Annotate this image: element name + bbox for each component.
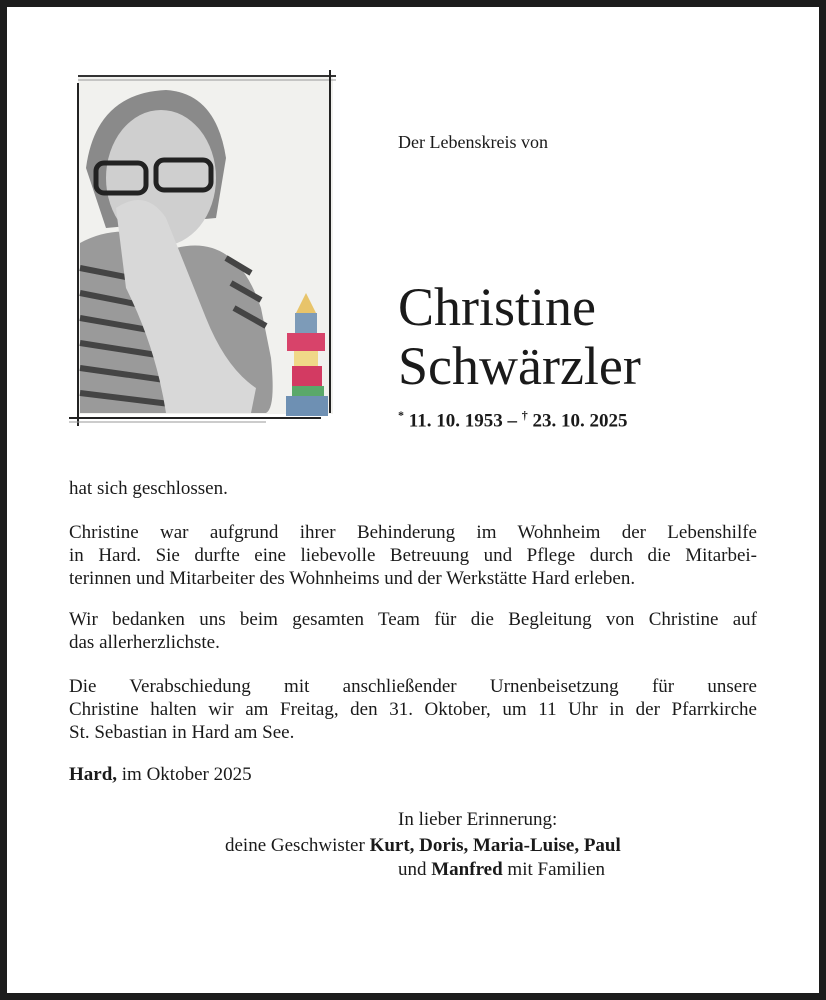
text-line: Die Verabschiedung mit anschließender Urnenbeisetzung für unsere [69,676,757,697]
place-date [69,763,757,786]
paragraph-4 [69,675,757,744]
death-date: 23. 10. 2025 [532,410,628,432]
intro-text: Der Lebenskreis von [398,132,548,152]
families-suffix: mit Familien [502,859,606,880]
and-text: und [398,859,432,880]
last-name: Schwärzler [398,336,641,396]
portrait-photo [66,68,341,430]
birth-symbol: * [398,408,404,422]
siblings-names: Kurt, Doris, Maria-Luise, Paul [369,835,621,856]
closing-families [398,858,605,882]
text-line: hat sich geschlossen. [69,478,228,499]
deceased-name [398,278,641,396]
siblings-prefix: deine Geschwister [225,835,365,856]
closing-heading: In lieber Erinnerung: [398,809,558,830]
text-line: in Hard. Sie durfte eine liebevolle Betreuung und Pflege durch die Mitarbei- [69,545,757,566]
paragraph-2 [69,521,757,590]
place-city: Hard, [69,764,118,785]
text-line: terinnen und Mitarbeiter des Wohnheims und der Werkstätte Hard erleben. [69,568,636,589]
death-symbol: † [521,408,528,422]
place-date-text: im Oktober 2025 [117,764,252,785]
text-line: St. Sebastian in Hard am See. [69,722,295,743]
first-name: Christine [398,277,596,337]
life-dates [398,408,627,432]
text-line: Wir bedanken uns beim gesamten Team für die Begleitung von Christine auf [69,609,757,630]
text-line: das allerherzlichste. [69,632,220,653]
paragraph-1 [69,477,757,500]
last-sibling: Manfred [431,859,503,880]
text-line: Christine war aufgrund ihrer Behinderung im Wohnheim der Lebenshilfe [69,522,757,543]
paragraph-3 [69,608,757,654]
closing-siblings [225,834,621,858]
date-separator: – [502,410,522,432]
text-line: Christine halten wir am Freitag, den 31. Oktober, um 11 Uhr in der Pfarrkirche [69,699,757,720]
birth-date: 11. 10. 1953 [408,410,503,432]
